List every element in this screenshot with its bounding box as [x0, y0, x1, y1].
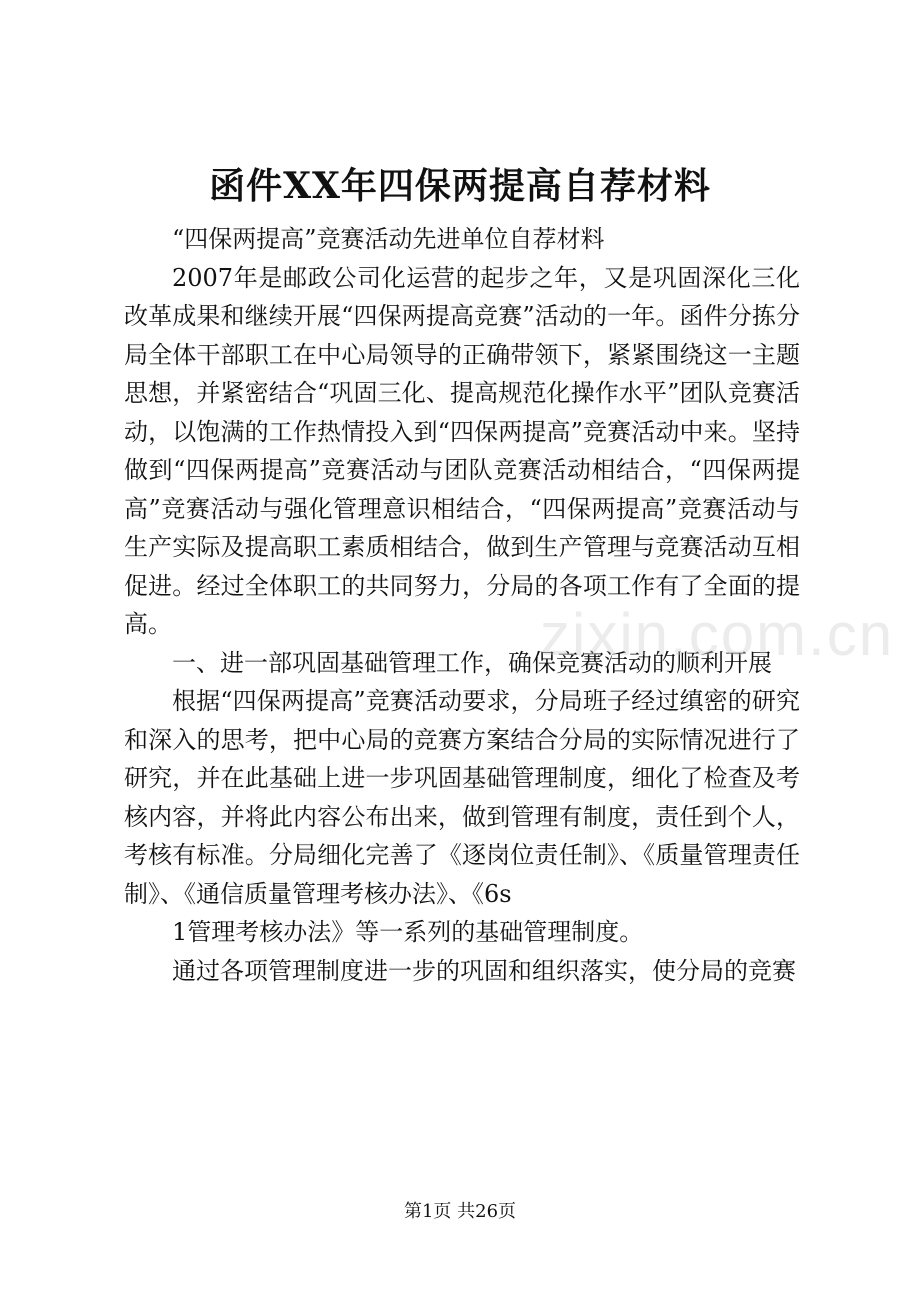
watermark: zixin.com.cn [540, 601, 895, 668]
document-title: 函件XX年四保两提高自荐材料 [209, 165, 711, 207]
page-footer: 第1页 共26页 [403, 1201, 517, 1222]
intro-paragraph: 2007年是邮政公司化运营的起步之年，又是巩固深化三化改革成果和继续开展“四保两提高竞赛”活动的一年。函件分拣分局全体干部职工在中心局领导的正确带领下，紧紧围绕这一主题思想，并紧密结合“巩固三化、提高规范化操作水平”团队竞赛活动，以饱满的工作热情投入到“四保两提高”竞赛活动中来。坚持做到“四保两提高”竞赛活动与团队竞赛活动相结合，“四保两提高”竞赛活动与强化管理意识相结合，“四保两提高”竞赛活动与生产实际及提高职工素质相结合，做到生产管理与竞赛活动互相促进。经过全体职工的共同努力，分局的各项工作有了全面的提高。 [124, 263, 800, 638]
section-paragraph-continued: 1管理考核办法》等一系列的基础管理制度。 [172, 918, 644, 946]
document-body [124, 220, 800, 990]
section-heading: 一、进一部巩固基础管理工作，确保竞赛活动的顺利开展 [172, 648, 772, 677]
closing-paragraph: 通过各项管理制度进一步的巩固和组织落实，使分局的竞赛 [172, 956, 796, 985]
subtitle-paragraph: “四保两提高”竞赛活动先进单位自荐材料 [172, 225, 605, 253]
section-paragraph: 根据“四保两提高”竞赛活动要求，分局班子经过缜密的研究和深入的思考，把中心局的竞赛方案结合分局的实际情况进行了研究，并在此基础上进一步巩固基础管理制度，细化了检查及考核内容，并将此内容公布出来，做到管理有制度，责任到个人，考核有标准。分局细化完善了《逐岗位责任制》、《质量管理责任制》、《通信质量管理考核办法》、《6s [124, 687, 800, 908]
